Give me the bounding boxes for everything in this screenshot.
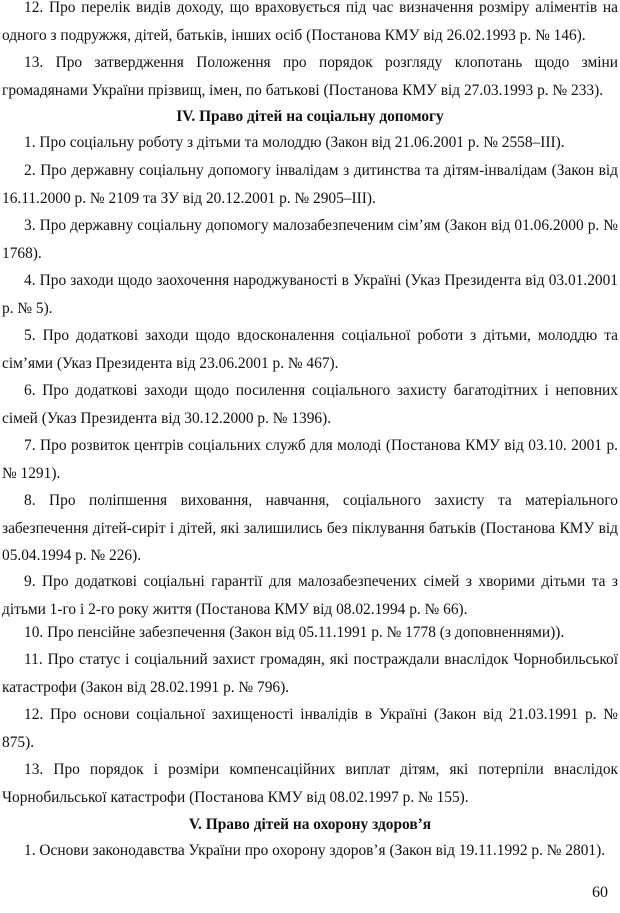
list-item: 12. Про основи соціальної захищеності інвалідів в Україні (Закон від 21.03.1991 р. № 875).: [2, 706, 618, 751]
list-item: 12. Про перелік видів доходу, що враховується під час визначення розміру аліментів на одного з подружжя, дітей, батьків, інших осіб (Постанова КМУ від 26.02.1993 р. № 146).: [2, 0, 618, 44]
list-item: 8. Про поліпшення виховання, навчання, соціального захисту та матеріального забезпечення дітей-сиріт і дітей, які залишились без піклування батьків (Постанова КМУ від 05.04.1994 р. № 226).: [2, 492, 618, 564]
list-item: 6. Про додаткові заходи щодо посилення соціального захисту багатодітних і неповних сімей (Указ Президента від 30.12.2000 р. № 1396).: [2, 382, 618, 427]
section-heading: V. Право дітей на охорону здоров’я: [188, 816, 432, 833]
list-item: 5. Про додаткові заходи щодо вдосконалення соціальної роботи з дітьми, молоддю та сім’ями (Указ Президента від 23.06.2001 р. № 467).: [2, 327, 618, 372]
list-item: 1. Про соціальну роботу з дітьми та молоддю (Закон від 21.06.2001 р. № 2558–ІІІ).: [24, 134, 565, 151]
list-item: 7. Про розвиток центрів соціальних служб для молоді (Постанова КМУ від 03.10. 2001 р. № 1291).: [2, 437, 618, 482]
list-item: 2. Про державну соціальну допомогу інвалідам з дитинства та дітям-інвалідам (Закон від 16.11.2000 р. № 2109 та ЗУ від 20.12.2001 р. № 2905–ІІІ).: [2, 162, 618, 207]
list-item: 13. Про порядок і розміри компенсаційних виплат дітям, які потерпіли внаслідок Чорнобильської катастрофи (Постанова КМУ від 08.02.1997 р. № 155).: [2, 761, 618, 806]
page-number: 60: [592, 884, 608, 901]
list-item: 11. Про статус і соціальний захист громадян, які постраждали внаслідок Чорнобильської катастрофи (Закон від 28.02.1991 р. № 796).: [2, 651, 618, 696]
list-item: 13. Про затвердження Положення про порядок розгляду клопотань щодо зміни громадянами України прізвищ, імен, по батькові (Постанова КМУ від 27.03.1993 р. № 233).: [2, 54, 618, 99]
list-item: 1. Основи законодавства України про охорону здоров’я (Закон від 19.11.1992 р. № 2801).: [24, 842, 606, 859]
list-item: 3. Про державну соціальну допомогу малозабезпеченим сім’ям (Закон від 01.06.2000 р. № 1768).: [2, 217, 618, 262]
list-item: 10. Про пенсійне забезпечення (Закон від 05.11.1991 р. № 1778 (з доповненнями)).: [24, 624, 565, 641]
list-item: 4. Про заходи щодо заохочення народжуваності в Україні (Указ Президента від 03.01.2001 р. № 5).: [2, 272, 618, 317]
list-item: 9. Про додаткові соціальні гарантії для малозабезпечених сімей з хворими дітьми та з дітьми 1-го і 2-го року життя (Постанова КМУ від 08.02.1994 р. № 66).: [2, 573, 618, 618]
section-heading: IV. Право дітей на соціальну допомогу: [176, 108, 444, 125]
